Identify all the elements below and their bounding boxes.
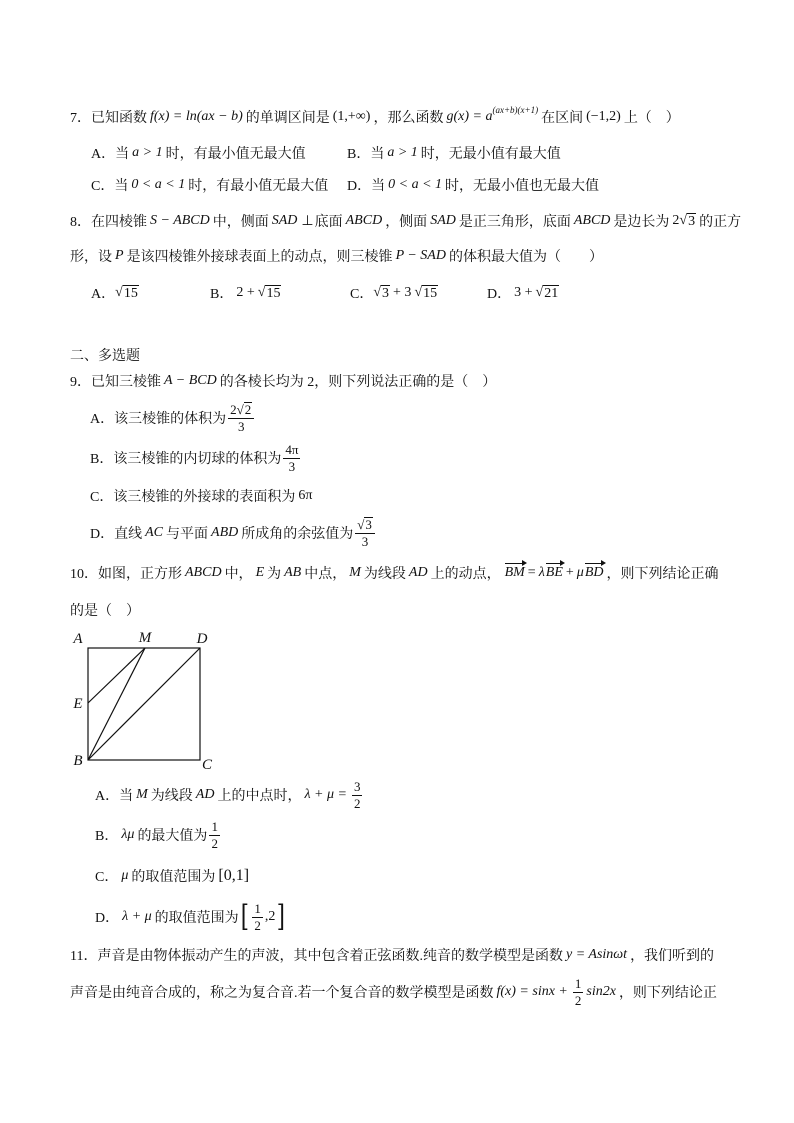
q10-text: 为线段 bbox=[363, 567, 406, 582]
q11-text: 11．声音是由物体振动产生的声波，其中包含着正弦函数.纯音的数学模型是函数 bbox=[70, 949, 563, 964]
q7-math-interval: (1,+∞) bbox=[332, 109, 371, 124]
option-interval: [0,1] bbox=[218, 867, 250, 884]
option-math: a > 1 bbox=[132, 145, 163, 160]
option-text: 的最大值为 bbox=[137, 829, 208, 844]
option-label: C．当 bbox=[91, 179, 129, 194]
q10-stem-line2: 的是（ ） bbox=[70, 604, 140, 619]
q8-math-coef: 2 bbox=[672, 213, 680, 228]
q11-text: ，则下列结论正 bbox=[618, 986, 717, 1001]
left-bracket: [ bbox=[240, 899, 249, 934]
radicand: √ 21 bbox=[544, 285, 559, 301]
q9-option-b bbox=[90, 438, 302, 478]
q11-math: sin2x bbox=[586, 984, 616, 999]
option-text: A．当 bbox=[95, 789, 134, 804]
option-text: 的取值范围为 bbox=[131, 870, 216, 885]
fraction-denominator: 2 bbox=[211, 835, 218, 851]
q10-math: M bbox=[349, 565, 361, 580]
equals-sign: = bbox=[527, 565, 536, 580]
q10-option-b bbox=[95, 815, 222, 855]
sqrt bbox=[373, 285, 390, 301]
sqrt bbox=[237, 402, 253, 418]
option-math: 2 + bbox=[236, 285, 255, 300]
option-label: D． bbox=[95, 911, 120, 926]
fraction-denominator: 2 bbox=[353, 795, 361, 811]
q7-option-c bbox=[91, 173, 328, 197]
sqrt bbox=[414, 285, 438, 301]
q8-text: 的正方 bbox=[699, 215, 742, 230]
fraction-numerator: 1 bbox=[211, 818, 218, 834]
fraction bbox=[352, 779, 363, 811]
q10-option-c bbox=[95, 856, 252, 896]
q11-text: 声音是由纯音合成的，称之为复合音.若一个复合音的数学模型是函数 bbox=[70, 986, 494, 1001]
radicand: √ 15 bbox=[423, 285, 438, 301]
option-label: C． bbox=[95, 870, 119, 885]
q8-text: ，侧面 bbox=[385, 215, 428, 230]
q7-math-exponent: (ax+b)(x+1) bbox=[492, 105, 539, 115]
q10-text: 中， bbox=[224, 567, 253, 582]
q10-math: AD bbox=[408, 565, 428, 580]
radicand: √ 15 bbox=[266, 285, 281, 301]
q7-option-a bbox=[91, 141, 306, 165]
sqrt bbox=[357, 517, 373, 533]
option-text: B．该三棱锥的内切球的体积为 bbox=[90, 452, 282, 467]
label-e: E bbox=[73, 696, 83, 712]
q8-math: SAD bbox=[430, 213, 456, 228]
label-a: A bbox=[73, 631, 83, 647]
q10-text: 10．如图，正方形 bbox=[70, 567, 182, 582]
radicand: √ 15 bbox=[123, 285, 138, 301]
fraction bbox=[252, 901, 263, 933]
plus-sign: + bbox=[565, 565, 574, 580]
q7-math-interval: (−1,2) bbox=[586, 109, 621, 124]
label-d: D bbox=[196, 631, 208, 647]
option-text: 所成角的余弦值为 bbox=[241, 527, 354, 542]
option-math: 0 < a < 1 bbox=[388, 177, 443, 192]
q10-math: ABCD bbox=[185, 565, 222, 580]
option-math: M bbox=[136, 787, 148, 802]
segment-bm bbox=[88, 648, 145, 760]
q10-option-a bbox=[95, 775, 364, 815]
option-math: λ + μ = bbox=[304, 787, 347, 802]
option-text: 与平面 bbox=[166, 527, 209, 542]
q11-math: y = Asinωt bbox=[565, 947, 628, 962]
q7-option-b bbox=[347, 141, 561, 165]
option-math: μ bbox=[121, 868, 129, 883]
fraction-denominator: 2 bbox=[254, 917, 261, 933]
vector-bm: BM bbox=[504, 565, 525, 580]
q8-text: 的体积最大值为（ ） bbox=[448, 250, 603, 265]
option-math: 3 + bbox=[514, 285, 533, 300]
q8-math: SAD bbox=[271, 213, 298, 228]
fraction-numerator: 4π bbox=[285, 441, 299, 457]
option-label: D．当 bbox=[347, 179, 386, 194]
q7-text: 的单调区间是 bbox=[245, 111, 330, 126]
option-label: A．当 bbox=[91, 147, 130, 162]
option-math: AD bbox=[195, 787, 215, 802]
q8-sqrt bbox=[679, 213, 696, 229]
label-c: C bbox=[201, 757, 213, 773]
fraction bbox=[209, 819, 220, 851]
q8-math: P − SAD bbox=[395, 248, 446, 263]
q7-text: ，那么函数 bbox=[373, 111, 444, 126]
q10-text: 为 bbox=[267, 567, 282, 582]
q8-perp-symbol: ⊥ bbox=[301, 213, 314, 229]
q8-option-b bbox=[210, 281, 281, 305]
q8-text: 是该四棱锥外接球表面上的动点，则三棱锥 bbox=[126, 250, 393, 265]
mu: μ bbox=[576, 565, 584, 580]
label-b: B bbox=[73, 753, 83, 769]
q7-text: 7．已知函数 bbox=[70, 111, 147, 126]
option-label: A． bbox=[91, 287, 116, 302]
vector-bd: BD bbox=[584, 565, 604, 580]
q9-math: A − BCD bbox=[164, 373, 217, 388]
lambda: λ bbox=[538, 565, 545, 580]
q8-option-a bbox=[91, 281, 139, 305]
option-math: a > 1 bbox=[387, 145, 418, 160]
q10-math: E bbox=[255, 565, 265, 580]
q9-option-c bbox=[90, 484, 315, 508]
q7-math-g: g(x) = a bbox=[446, 109, 493, 124]
fraction-denominator: 3 bbox=[361, 533, 369, 549]
q8-stem-line1 bbox=[70, 209, 741, 233]
option-math: + 3 bbox=[393, 285, 412, 300]
option-math: AC bbox=[145, 525, 164, 540]
vector-be: BE bbox=[545, 565, 563, 580]
fraction-numerator: 1 bbox=[574, 975, 582, 991]
option-text: 时，有最小值无最大值 bbox=[165, 147, 306, 162]
option-text: 时，有最小值无最大值 bbox=[188, 179, 329, 194]
option-label: B．当 bbox=[347, 147, 385, 162]
segment-bd bbox=[88, 648, 200, 760]
fraction bbox=[573, 976, 584, 1008]
interval-rest: ,2 bbox=[264, 909, 276, 924]
q8-radicand: √ 3 bbox=[688, 213, 696, 229]
option-text: D．直线 bbox=[90, 527, 143, 542]
q9-option-a bbox=[90, 398, 256, 438]
q8-text: 是正三角形，底面 bbox=[458, 215, 571, 230]
q8-option-c bbox=[350, 281, 438, 305]
q10-text: 中点， bbox=[304, 567, 347, 582]
radicand: √ 3 bbox=[382, 285, 390, 301]
option-label: B． bbox=[95, 829, 119, 844]
fraction-denominator: 3 bbox=[288, 458, 296, 474]
q8-math: ABCD bbox=[573, 213, 611, 228]
option-label: B． bbox=[210, 287, 234, 302]
fraction bbox=[355, 517, 375, 549]
option-text: 时，无最小值有最大值 bbox=[420, 147, 561, 162]
q10-text: ，则下列结论正确 bbox=[606, 567, 719, 582]
q10-text: 上的动点， bbox=[430, 567, 501, 582]
q9-stem bbox=[70, 369, 496, 393]
q8-text: 8．在四棱锥 bbox=[70, 215, 147, 230]
option-text: A．该三棱锥的体积为 bbox=[90, 412, 227, 427]
q9-option-d bbox=[90, 513, 377, 553]
right-bracket: ] bbox=[277, 899, 286, 934]
q10-stem-line1 bbox=[70, 561, 719, 585]
option-label: D． bbox=[487, 287, 512, 302]
q7-text: 上（ ） bbox=[623, 111, 680, 126]
q8-math: P bbox=[115, 248, 124, 263]
radicand: √ 3 bbox=[365, 517, 372, 533]
q7-math-f: f(x) = ln(ax − b) bbox=[150, 109, 243, 124]
q8-text: 是边长为 bbox=[613, 215, 670, 230]
q7-option-d bbox=[347, 173, 599, 197]
option-math: ABD bbox=[211, 525, 239, 540]
q7-stem bbox=[70, 105, 680, 129]
q8-option-d bbox=[487, 281, 559, 305]
q10-math: AB bbox=[284, 565, 302, 580]
q11-stem-line1 bbox=[70, 943, 714, 967]
fraction-numerator: 1 bbox=[254, 900, 261, 916]
square-figure bbox=[70, 625, 220, 775]
section-title: 二、多选题 bbox=[70, 349, 140, 364]
q8-stem-line2 bbox=[70, 244, 603, 268]
q11-stem-line2 bbox=[70, 972, 717, 1012]
sqrt bbox=[115, 285, 139, 301]
q8-math: ABCD bbox=[345, 213, 383, 228]
fraction bbox=[228, 402, 254, 434]
option-text: C．该三棱锥的外接球的表面积为 bbox=[90, 490, 296, 505]
option-text: 上的中点时， bbox=[217, 789, 302, 804]
q9-text: 9．已知三棱锥 bbox=[70, 375, 161, 390]
sqrt bbox=[258, 285, 282, 301]
q10-option-d bbox=[95, 897, 287, 937]
label-m: M bbox=[138, 630, 152, 646]
q8-text: 形，设 bbox=[70, 250, 112, 265]
option-math: λ + μ bbox=[122, 909, 152, 924]
option-math: λμ bbox=[121, 827, 135, 842]
option-math: 6π bbox=[298, 488, 313, 503]
q11-text: ，我们听到的 bbox=[630, 949, 715, 964]
fraction bbox=[283, 442, 300, 474]
q9-text: 的各棱长均为 2，则下列说法正确的是（ ） bbox=[219, 375, 497, 390]
radicand: √ 2 bbox=[244, 402, 252, 418]
fraction-numerator bbox=[355, 517, 375, 534]
segment-em bbox=[88, 648, 145, 703]
option-text: 为线段 bbox=[150, 789, 193, 804]
q11-math: f(x) = sinx + bbox=[496, 984, 568, 999]
q8-math: S − ABCD bbox=[150, 213, 210, 228]
fraction-denominator: 3 bbox=[237, 418, 245, 434]
q7-text: 在区间 bbox=[541, 111, 584, 126]
fraction-numerator: 3 bbox=[353, 778, 361, 794]
coefficient: 2 bbox=[230, 401, 237, 417]
option-label: C． bbox=[350, 287, 374, 302]
fraction-numerator bbox=[228, 402, 254, 419]
option-text: 的取值范围为 bbox=[154, 911, 239, 926]
option-text: 时，无最小值也无最大值 bbox=[445, 179, 600, 194]
q8-text: 底面 bbox=[314, 215, 343, 230]
option-math: 0 < a < 1 bbox=[131, 177, 186, 192]
sqrt bbox=[536, 285, 560, 301]
fraction-denominator: 2 bbox=[574, 992, 582, 1008]
q8-text: 中，侧面 bbox=[212, 215, 269, 230]
